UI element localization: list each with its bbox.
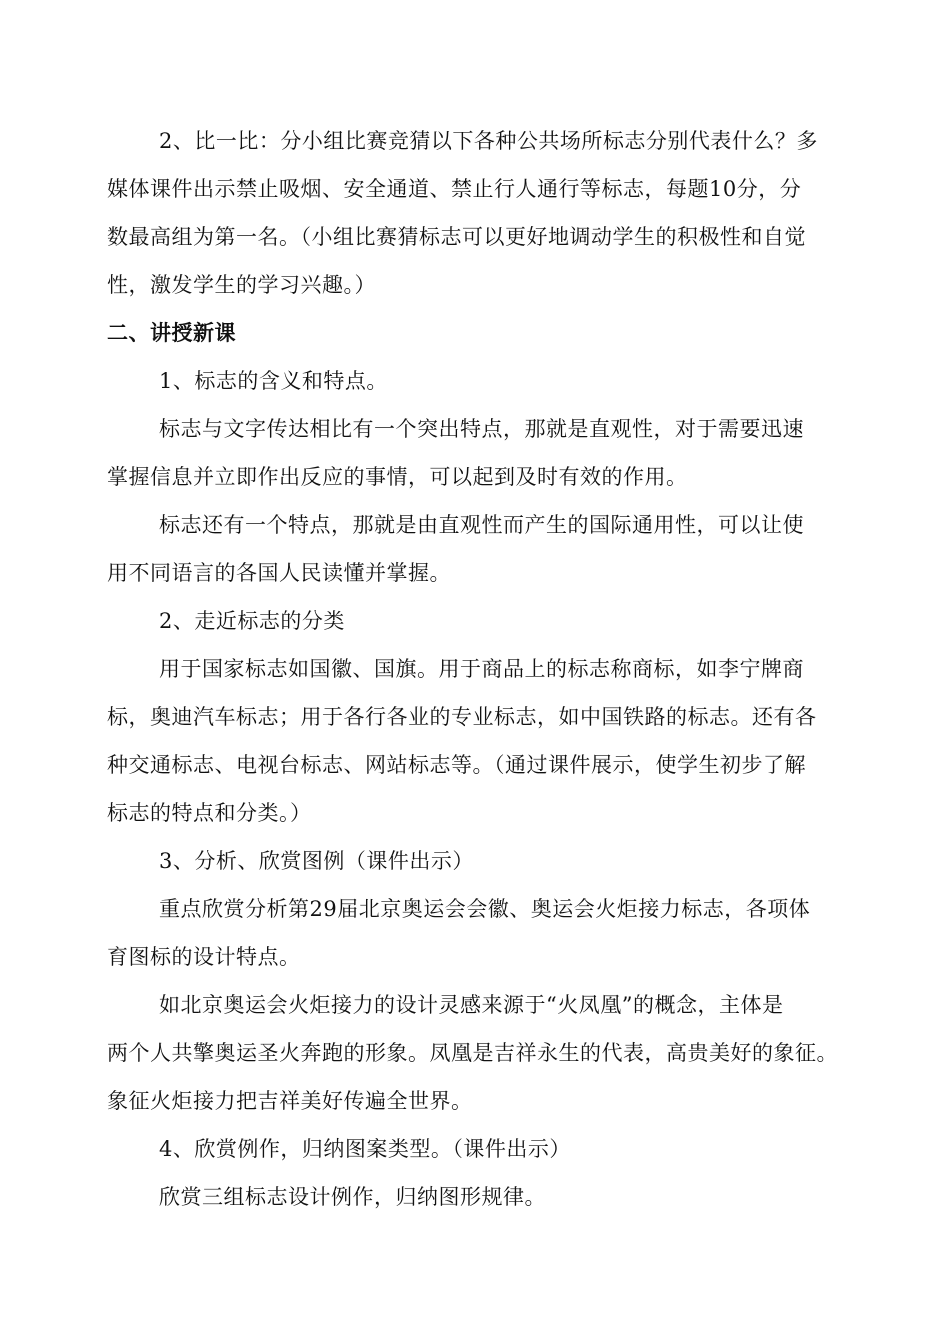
text-line: 数最高组为第一名。（小组比赛猜标志可以更好地调动学生的积极性和自觉 — [107, 225, 806, 249]
section-heading: 二、讲授新课 — [107, 321, 236, 345]
text-line: 掌握信息并立即作出反应的事情，可以起到及时有效的作用。 — [107, 465, 688, 489]
text-line: 2、走近标志的分类 — [159, 609, 345, 633]
text-line: 如北京奥运会火炬接力的设计灵感来源于“火凤凰”的概念，主体是 — [159, 993, 784, 1017]
text-line: 用于国家标志如国徽、国旗。用于商品上的标志称商标，如李宁牌商 — [159, 657, 804, 681]
text-line: 2、比一比：分小组比赛竞猜以下各种公共场所标志分别代表什么？多 — [159, 129, 818, 153]
text-line: 欣赏三组标志设计例作，归纳图形规律。 — [159, 1185, 546, 1209]
text-line: 用不同语言的各国人民读懂并掌握。 — [107, 561, 451, 585]
text-line: 重点欣赏分析第29届北京奥运会会徽、奥运会火炬接力标志，各项体 — [159, 897, 811, 921]
text-line: 媒体课件出示禁止吸烟、安全通道、禁止行人通行等标志，每题10分，分 — [107, 177, 802, 201]
text-line: 标志的特点和分类。） — [107, 801, 312, 825]
text-line: 标志还有一个特点，那就是由直观性而产生的国际通用性，可以让使 — [159, 513, 804, 537]
text-line: 3、分析、欣赏图例（课件出示） — [159, 849, 474, 873]
text-line: 象征火炬接力把吉祥美好传遍全世界。 — [107, 1089, 473, 1113]
text-line: 1、标志的含义和特点。 — [159, 369, 388, 393]
text-line: 性，激发学生的学习兴趣。） — [107, 273, 376, 297]
text-line: 标志与文字传达相比有一个突出特点，那就是直观性，对于需要迅速 — [159, 417, 804, 441]
text-line: 标，奥迪汽车标志；用于各行各业的专业标志，如中国铁路的标志。还有各 — [107, 705, 817, 729]
text-line: 4、欣赏例作，归纳图案类型。（课件出示） — [159, 1137, 571, 1161]
text-line: 育图标的设计特点。 — [107, 945, 301, 969]
text-line: 两个人共擎奥运圣火奔跑的形象。凤凰是吉祥永生的代表，高贵美好的象征。 — [107, 1041, 838, 1065]
text-line: 种交通标志、电视台标志、网站标志等。（通过课件展示，使学生初步了解 — [107, 753, 806, 777]
